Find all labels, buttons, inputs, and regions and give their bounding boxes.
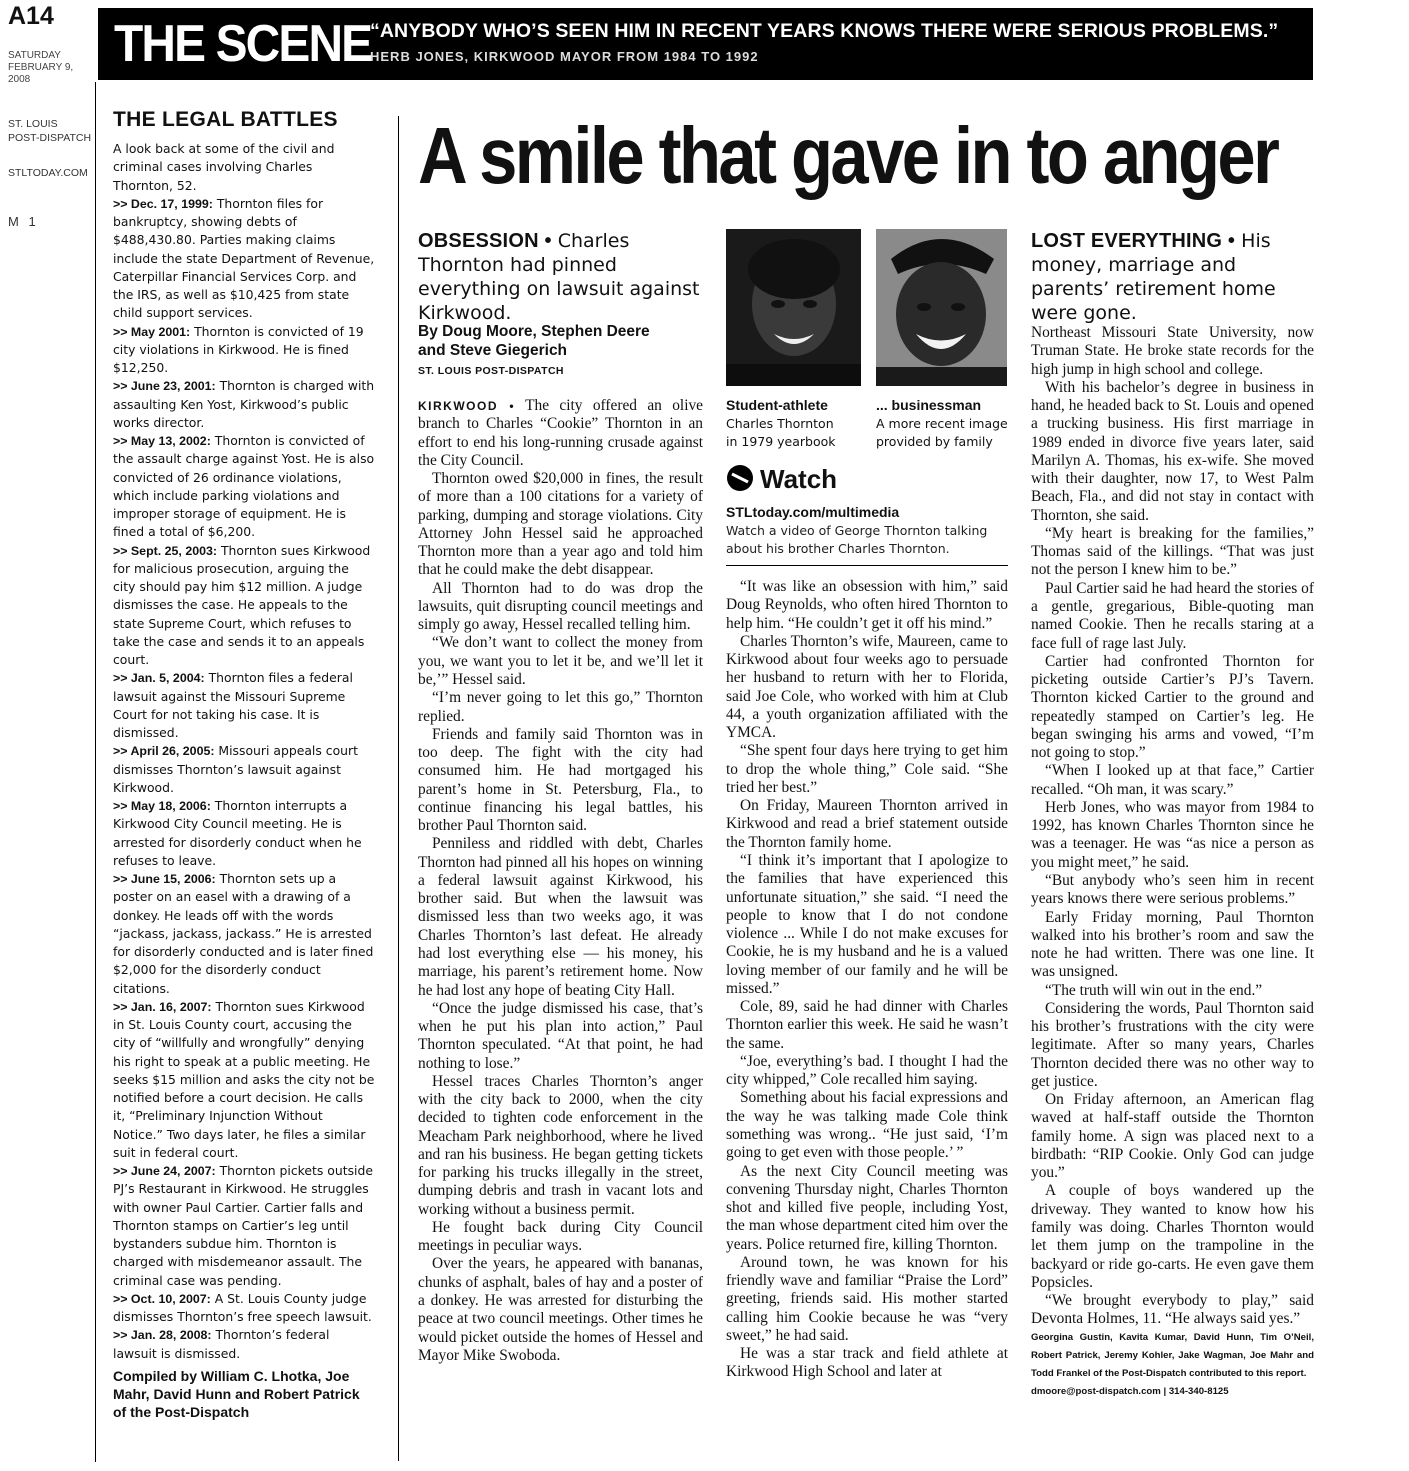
timeline-entry-text: Thornton sues Kirkwood for malicious prosecution, arguing the city should pay him $12 million. A judge dismisses the case. He appeals to the state Supreme Court, which refuses to take the case and sends it to an appeals court. (113, 542, 371, 667)
caption-recent-title: ... businessman (876, 397, 982, 413)
timeline-entry-date: >> Sept. 25, 2003: (113, 543, 218, 558)
timeline-entry (113, 542, 375, 670)
timeline-entry-date: >> Jan. 28, 2008: (113, 1328, 212, 1343)
story-paragraph: “I think it’s important that I apologize to the families that have experienced this unfortunate situation,” she said. “I need the people to know that I do not condone violence ... While I do not make excuses for Cookie, he is my husband and he is a valued loving member of our family and he will be missed.” (726, 851, 1008, 997)
watch-description: Watch a video of George Thornton talking about his brother Charles Thornton. (726, 523, 988, 556)
caption-yearbook-title: Student-athlete (726, 397, 828, 413)
story-paragraph: As the next City Council meeting was convening Thursday night, Charles Thornton shot and killed five people, including Yost, the man whose department cited him over the years. Police returned fire, killing Thornton. (726, 1162, 1008, 1253)
caption-yearbook-line2: in 1979 yearbook (726, 434, 836, 449)
story-paragraph: He was a star track and field athlete at Kirkwood High School and later at (726, 1345, 1008, 1381)
timeline-entry-text: Thornton is convicted of the assault charge against Yost. He is also convicted of 26 ordinance violations, which include parking violations and improper storage of equipment. He is fined a total of $6,200. (113, 433, 375, 540)
timeline-entry-text: Thornton files for bankruptcy, showing debts of $488,430.80. Parties making claims include the state Department of Revenue, Caterpillar Financial Services Corp. and the IRS, as well as $10,425 from state child support services. (113, 195, 375, 321)
timeline-entry (113, 797, 375, 870)
story-paragraph: On Friday afternoon, an American flag waved at half-staff outside the Thornton family home. A sign was placed next to a birdbath: “RIP Cookie. Only God can judge you.” (1031, 1091, 1314, 1182)
timeline-entry-text: Thornton interrupts a Kirkwood City Council meeting. He is arrested for disorderly conduct when he refuses to leave. (113, 798, 362, 868)
timeline-entry-date: >> June 15, 2006: (113, 872, 216, 886)
sidebar-entries (113, 195, 375, 1363)
story-paragraph: “My heart is breaking for the families,” Thomas said of the killings. “That was just not the person I knew him to be.” (1031, 524, 1314, 579)
paper-name-line2: POST-DISPATCH (8, 132, 92, 144)
timeline-entry (113, 195, 375, 323)
timeline-entry-text: Thornton sets up a poster on an easel with a drawing of a donkey. He leads off with the words “jackass, jackass, jackass.” He is arrested for disorderly conducted and is later fined $2,000 for the disorderly conduct citations. (113, 871, 374, 996)
story-paragraph: Over the years, he appeared with bananas, chunks of asphalt, bales of hay and a poster of a donkey. He was arrested for disturbing the peace at two council meetings. Other times he would picket outside the homes of Hessel and Mayor Mike Swoboda. (418, 1255, 703, 1364)
story-paragraph: On Friday, Maureen Thornton arrived in Kirkwood and read a brief statement outside the Thornton family home. (726, 797, 1008, 851)
story-paragraph: A couple of boys wandered up the driveway. They wanted to know how his family was doing. Charles Thornton would let them jump on the trampoline in the backyard or ride go-carts. He even gave them Popsicles. (1031, 1182, 1314, 1291)
story-paragraph: Considering the words, Paul Thornton said his brother’s frustrations with the city were legitimate. After so many years, Charles Thornton decided there was no other way to get justice. (1031, 999, 1314, 1090)
headline: A smile that gave in to anger (418, 111, 1278, 200)
timeline-entry-text: Thornton pickets outside PJ’s Restaurant in Kirkwood. He struggles with owner Paul Cartier. Cartier falls and Thornton stamps on Cartier’s leg until bystanders subdue him. Thornton is charged with misdemeanor assault. The criminal case was pending. (113, 1163, 373, 1288)
play-icon (726, 464, 754, 492)
byline-paper: ST. LOUIS POST-DISPATCH (418, 365, 564, 377)
timeline-entry-text: Thornton files a federal lawsuit against the Missouri Supreme Court for not taking his case. It is dismissed. (113, 670, 353, 740)
timeline-entry (113, 323, 375, 378)
issue-year: 2008 (8, 74, 31, 85)
story-paragraph: Paul Cartier said he had heard the stories of a gentle, gregarious, Bible-quoting man named Cookie. Then he recalls staring at a face full of rage last July. (1031, 579, 1314, 652)
deck-lost-text: His money, marriage and parents’ retirement home were gone. (1031, 230, 1276, 324)
section-title: THE SCENE (114, 15, 372, 73)
story-paragraph: He fought back during City Council meetings in peculiar ways. (418, 1218, 703, 1255)
story-paragraph: Penniless and riddled with debt, Charles Thornton had pinned all his hopes on winning a federal lawsuit against Kirkwood, his brother said. But when the lawsuit was dismissed less than two weeks ago, it was Charles Thornton’s last defeat. He already had lost everything else — his money, his marriage, his parent’s retirement home. Now he had lost any hope of beating City Hall. (418, 835, 703, 999)
story-paragraph: “But anybody who’s seen him in recent years knows there were serious problems.” (1031, 871, 1314, 908)
watch-label: Watch (760, 464, 838, 494)
timeline-entry-text: Thornton’s federal lawsuit is dismissed. (113, 1327, 330, 1361)
caption-recent (876, 396, 1016, 451)
page-number: A14 (8, 2, 54, 30)
story-paragraph: Cartier had confronted Thornton for picketing outside Cartier’s PJ’s Tavern. Thornton kicked Cartier to the ground and repeatedly stamped on Cartier’s leg. He began swinging his arms and vowed, “I’m not going to stop.” (1031, 652, 1314, 762)
byline (418, 322, 650, 381)
timeline-entry-text: Thornton sues Kirkwood in St. Louis County court, accusing the city of “willfully and wrongfully” denying his right to speak at a public meeting. He seeks $15 million and asks the city not be notified before a court decision. He calls it, “Preliminary Injunction Without Notice.” Two days later, he files a similar suit in federal court. (113, 998, 375, 1160)
timeline-entry (113, 742, 375, 797)
deck-obsession-label: OBSESSION • (418, 230, 552, 252)
story-paragraph: Early Friday morning, Paul Thornton walked into his brother’s room and saw the note he had written. There was one line. It was unsigned. (1031, 908, 1314, 981)
sidebar-intro: A look back at some of the civil and criminal cases involving Charles Thornton, 52. (113, 141, 335, 193)
timeline-entry-date: >> May 18, 2006: (113, 799, 211, 813)
photo-recent (876, 229, 1007, 386)
deck-lost-label: LOST EVERYTHING • (1031, 230, 1236, 252)
story-paragraph: Charles Thornton’s wife, Maureen, came to Kirkwood about four weeks ago to persuade her husband to return with her to Florida, said Joe Cole, who worked with him at Club 44, a youth organization affiliated with the YMCA. (726, 632, 1008, 742)
byline-names-line2: and Steve Giegerich (418, 342, 568, 359)
story-paragraph: Something about his facial expressions and the way he was talking made Cole think something was wrong.. “He just said, ‘I’m going to get even with those people.’ ” (726, 1089, 1008, 1162)
issue-date: FEBRUARY 9, (8, 62, 74, 73)
story-column-2 (726, 578, 1008, 1382)
timeline-entry-text: A St. Louis County judge dismisses Thornton’s free speech lawsuit. (113, 1290, 372, 1324)
header-attribution: HERB JONES, KIRKWOOD MAYOR FROM 1984 TO 1992 (370, 49, 759, 64)
sidebar-title: THE LEGAL BATTLES (113, 108, 338, 131)
story-paragraph: “We brought everybody to play,” said Devonta Holmes, 11. “He always said yes.” (1031, 1292, 1314, 1328)
byline-names-line1: By Doug Moore, Stephen Deere (418, 323, 650, 340)
issue-day: SATURDAY (8, 50, 61, 61)
story-paragraph: Herb Jones, who was mayor from 1984 to 1992, has known Charles Thornton since he was a teenager. He was “as nice a person as you might meet,” he said. (1031, 798, 1314, 871)
watch-url-link[interactable]: STLtoday.com/multimedia (726, 504, 900, 520)
portrait-recent-image (876, 229, 1007, 386)
section-header-bar (98, 8, 1313, 80)
timeline-entry-date: >> May 13, 2002: (113, 434, 211, 448)
timeline-entry (113, 1162, 375, 1290)
sidebar-divider (398, 116, 399, 1461)
timeline-entry (113, 870, 375, 998)
story-paragraph: With his bachelor’s degree in business in hand, he headed back to St. Louis and opened a trucking business. His first marriage in 1989 ended in divorce five years later, said Marilyn A. Thomas, his ex-wife. She moved with their daughter, now 17, to West Palm Beach, Fla., and did not stay in contact with Thornton, she said. (1031, 378, 1314, 524)
photo-yearbook (726, 229, 861, 386)
caption-yearbook-line1: Charles Thornton (726, 416, 834, 431)
contributors-note: Georgina Gustin, Kavita Kumar, David Hunn, Tim O’Neil, Robert Patrick, Jeremy Kohler, Jake Wagman, Joe Mahr and Todd Frankel of the Post-Dispatch contributed to this report. (1031, 1331, 1314, 1380)
timeline-entry-date: >> April 26, 2005: (113, 744, 215, 759)
story-paragraph: All Thornton had to do was drop the lawsuits, quit disrupting council meetings and simply go away, Hessel recalled telling him. (418, 579, 703, 634)
timeline-entry (113, 1290, 375, 1327)
paper-name-line1: ST. LOUIS (8, 118, 58, 130)
story-paragraph: “Once the judge dismissed his case, that’s when he put his plan into action,” Paul Thornton speculated. “At that point, he had nothing to lose.” (418, 999, 703, 1072)
timeline-entry (113, 1326, 375, 1363)
sidebar-credit: Compiled by William C. Lhotka, Joe Mahr, David Hunn and Robert Patrick of the Post-Dispatch (113, 1367, 360, 1420)
story-paragraph: “We don’t want to collect the money from you, we want you to let it be, and we’ll let it be,’” Hessel said. (418, 634, 703, 688)
timeline-entry-date: >> Oct. 10, 2007: (113, 1291, 211, 1306)
caption-recent-line1: A more recent image (876, 416, 1008, 431)
story-paragraph: “It was like an obsession with him,” said Doug Reynolds, who often hired Thornton to help him. “He couldn’t get it off his mind.” (726, 578, 1008, 632)
story-paragraph: Thornton owed $20,000 in fines, the result of more than a 100 citations for a variety of parking, dumping and storage violations. City Attorney John Hessel said he approached Thornton more than a year ago and told him that he could make the debt disappear. (418, 470, 703, 579)
legal-battles-sidebar (113, 108, 375, 1421)
watch-promo[interactable] (726, 464, 837, 495)
story-lead-paragraph (418, 397, 703, 470)
dateline: KIRKWOOD • (418, 399, 516, 413)
story-paragraph: Friends and family said Thornton was in too deep. The fight with the city had consumed him. He had mortgaged his parent’s home in St. Petersburg, Fla., to continue financing his legal battles, his brother Paul Thornton said. (418, 725, 703, 835)
column-3-paragraphs (1031, 324, 1314, 1329)
story-column-1 (418, 397, 703, 1365)
caption-yearbook (726, 396, 866, 451)
caption-recent-line2: provided by family (876, 434, 993, 449)
story-column-3 (1031, 324, 1314, 1402)
story-lead-text: The city offered an olive branch to Charles “Cookie” Thornton in an effort to end his long-running crusade against the City Council. (418, 397, 704, 469)
gutter-divider (95, 82, 96, 1462)
timeline-entry-date: >> Jan. 5, 2004: (113, 671, 205, 686)
site-name: STLTODAY.COM (8, 167, 88, 179)
story-paragraph: “I’m never going to let this go,” Thornton replied. (418, 689, 703, 725)
deck-obsession (418, 229, 708, 325)
timeline-entry-date: >> June 24, 2007: (113, 1164, 216, 1178)
timeline-entry (113, 998, 375, 1162)
deck-lost-everything (1031, 229, 1309, 325)
story-paragraph: Northeast Missouri State University, now Truman State. He broke state records for the high jump in high school and college. (1031, 324, 1314, 378)
timeline-entry-date: >> Jan. 16, 2007: (113, 999, 212, 1014)
edition-code: M 1 (8, 214, 39, 229)
timeline-entry (113, 432, 375, 542)
timeline-entry-text: Thornton is convicted of 19 city violations in Kirkwood. He is fined $12,250. (113, 323, 364, 375)
contact-line: dmoore@post-dispatch.com | 314-340-8125 (1031, 1386, 1229, 1398)
story-paragraph: Around town, he was known for his friendly wave and familiar “Praise the Lord” greeting, friends said. His mother started calling him Cookie because he was “very sweet,” he had said. (726, 1253, 1008, 1344)
timeline-entry-date: >> Dec. 17, 1999: (113, 196, 213, 211)
portrait-yearbook-image (726, 229, 861, 386)
timeline-entry (113, 669, 375, 742)
watch-divider (726, 565, 1008, 566)
story-paragraph: “The truth will win out in the end.” (1045, 981, 1263, 999)
story-paragraph: “Joe, everything’s bad. I thought I had the city whipped,” Cole recalled him saying. (726, 1052, 1008, 1089)
timeline-entry-text: Thornton is charged with assaulting Ken Yost, Kirkwood’s public works director. (113, 378, 375, 430)
deck-obsession-text: Charles Thornton had pinned everything on lawsuit against Kirkwood. (418, 230, 700, 324)
timeline-entry-date: >> June 23, 2001: (113, 379, 216, 394)
timeline-entry (113, 377, 375, 432)
column-1-paragraphs (418, 470, 703, 1365)
story-paragraph: Hessel traces Charles Thornton’s anger with the city back to 2000, when the city decided to tighten code enforcement in the Meacham Park neighborhood, where he lived and ran his business. He began getting tickets for parking his trucks illegally in the street, dumping debris and trash in vacant lots and working without a business permit. (418, 1072, 703, 1218)
column-2-paragraphs (726, 578, 1008, 1382)
header-quote: “ANYBODY WHO’S SEEN HIM IN RECENT YEARS KNOWS THERE WERE SERIOUS PROBLEMS.” (370, 20, 1279, 42)
timeline-entry-text: Missouri appeals court dismisses Thornton’s lawsuit against Kirkwood. (113, 743, 358, 795)
story-paragraph: “When I looked up at that face,” Cartier recalled. “Oh man, it was scary.” (1031, 762, 1314, 798)
story-paragraph: Cole, 89, said he had dinner with Charles Thornton earlier this week. He said he wasn’t the same. (726, 998, 1008, 1052)
timeline-entry-date: >> May 2001: (113, 324, 191, 339)
story-paragraph: “She spent four days here trying to get him to drop the whole thing,” Cole said. “She tried her best.” (726, 742, 1008, 796)
